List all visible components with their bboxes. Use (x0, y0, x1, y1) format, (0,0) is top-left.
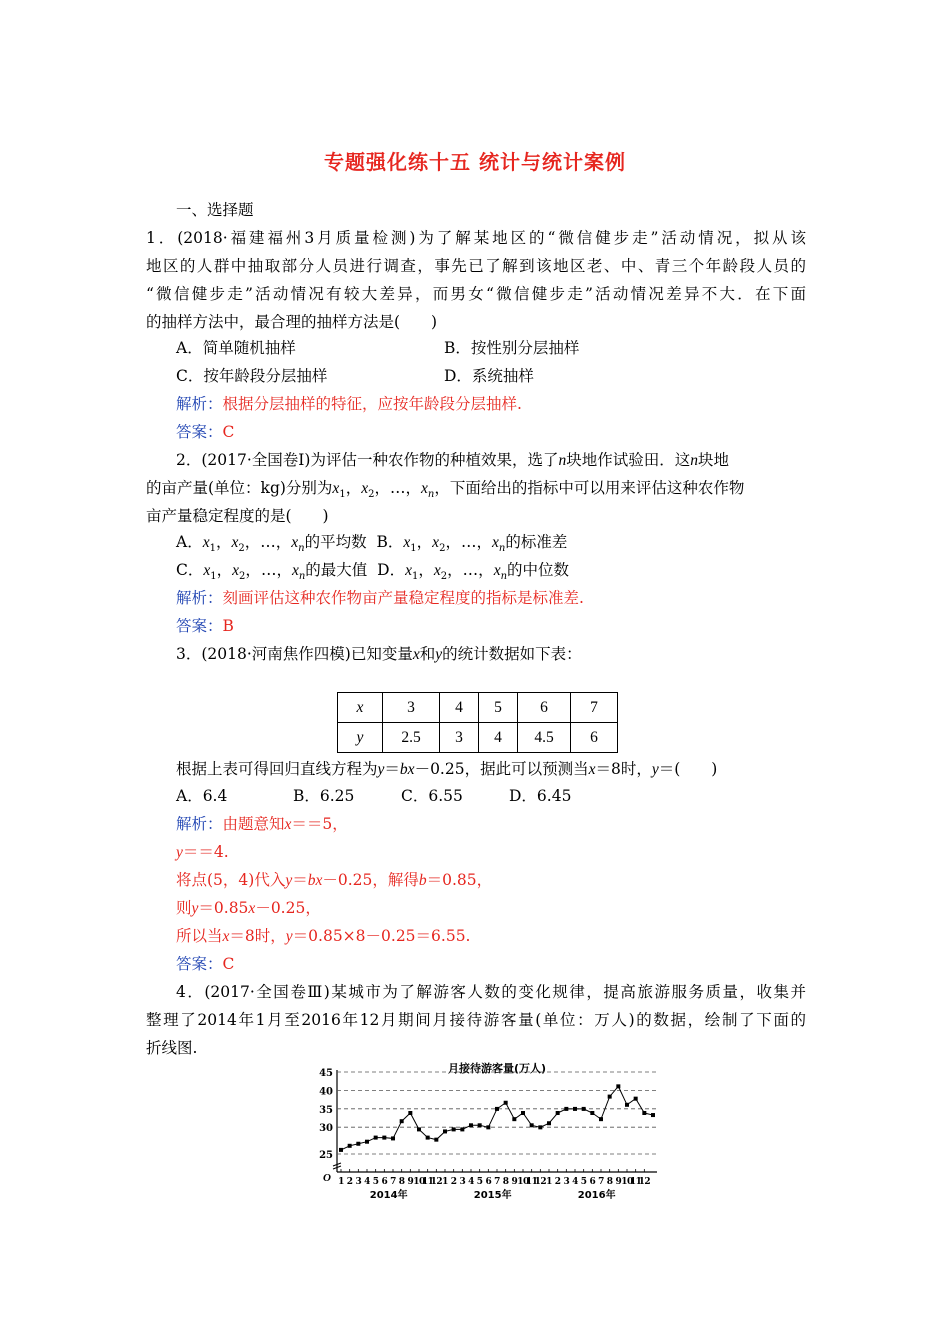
data-point (348, 1144, 352, 1148)
data-point (521, 1111, 525, 1115)
x-tick-label: 12 (638, 1177, 651, 1187)
q3-analysis-5: 所以当x＝8时，y＝0.85×8－0.25＝6.55. (176, 927, 471, 945)
q1-option-c: C．按年龄段分层抽样 (176, 367, 328, 385)
x-tick-label: 7 (598, 1177, 604, 1187)
table-row-x (338, 693, 618, 723)
data-point (599, 1117, 603, 1121)
q3-analysis-3: 将点(5，4)代入y＝bx－0.25，解得b＝0.85， (176, 871, 493, 889)
x-tick-label: 6 (381, 1177, 388, 1187)
table-cell: 3 (383, 693, 440, 723)
x-tick-label: 4 (572, 1177, 578, 1187)
q2-answer: 答案：B (176, 617, 234, 635)
q3-option-b: B．6.25 (293, 787, 355, 805)
x-tick-label: 12 (430, 1177, 443, 1187)
x-tick-label: 9 (615, 1177, 622, 1187)
data-point (339, 1148, 343, 1152)
table-cell: 4.5 (518, 723, 571, 753)
x-tick-label: 10 (413, 1177, 425, 1187)
data-point (391, 1136, 395, 1140)
data-point (408, 1111, 412, 1115)
q3-analysis-4: 则y＝0.85x－0.25， (176, 899, 321, 917)
q1-answer: 答案：C (176, 423, 235, 441)
q4-line3: 折线图. (146, 1039, 198, 1057)
x-tick-label: 11 (421, 1177, 434, 1187)
x-tick-label: 3 (563, 1177, 570, 1187)
year-label: 2014年 (369, 1190, 408, 1201)
data-point (530, 1123, 534, 1127)
x-tick-label: 2 (346, 1177, 353, 1187)
y-tick-label: 45 (319, 1068, 333, 1079)
q1-option-b: B．按性别分层抽样 (444, 339, 580, 357)
x-tick-label: 2 (554, 1177, 561, 1187)
q3-answer: 答案：C (176, 955, 235, 973)
q1-analysis: 解析：根据分层抽样的特征，应按年龄段分层抽样. (176, 395, 522, 413)
x-tick-label: 7 (390, 1177, 396, 1187)
x-tick-label: 11 (629, 1177, 642, 1187)
table-header-x: x (338, 693, 383, 723)
data-point (556, 1111, 560, 1115)
data-point (434, 1138, 438, 1142)
data-point (486, 1125, 490, 1129)
table-cell: 6 (518, 693, 571, 723)
line-chart (310, 1060, 670, 1205)
data-point (426, 1136, 430, 1140)
x-tick-label: 5 (476, 1177, 483, 1187)
x-tick-label: 4 (364, 1177, 370, 1187)
x-tick-label: 5 (580, 1177, 587, 1187)
data-point (452, 1127, 456, 1131)
x-tick-label: 3 (355, 1177, 362, 1187)
table-cell: 4 (440, 693, 479, 723)
data-point (582, 1107, 586, 1111)
data-point (374, 1136, 378, 1140)
data-point (365, 1140, 369, 1144)
y-tick-label: 40 (319, 1086, 333, 1098)
x-tick-label: 9 (407, 1177, 414, 1187)
page-title: 专题强化练十五 统计与统计案例 (324, 150, 626, 174)
data-point (382, 1136, 386, 1140)
q3-option-d: D．6.45 (509, 787, 572, 805)
data-point (417, 1127, 421, 1131)
data-point (608, 1095, 612, 1099)
x-tick-label: 10 (517, 1177, 529, 1187)
q1-line4: 的抽样方法中，最合理的抽样方法是( ) (146, 313, 438, 331)
table-cell: 2.5 (383, 723, 440, 753)
x-tick-label: 2 (450, 1177, 457, 1187)
q2-line2: 的亩产量(单位：kg)分别为$x_1$，$x_2$，…，$x_n$，下面给出的指标中可以用来评估这种农作物 (146, 479, 745, 501)
data-point (400, 1119, 404, 1123)
series-line (341, 1086, 653, 1150)
chart-title: 月接待游客量(万人) (447, 1062, 547, 1075)
table-header-y: y (338, 723, 383, 753)
data-point (625, 1103, 629, 1107)
q4-line1: 4．(2017·全国卷Ⅲ)某城市为了解游客人数的变化规律，提高旅游服务质量，收集并 (176, 983, 806, 1001)
y-tick-label: 35 (319, 1104, 333, 1116)
q1-line2: 地区的人群中抽取部分人员进行调查，事先已了解到该地区老、中、青三个年龄段人员的 (146, 257, 806, 275)
data-point (512, 1117, 516, 1121)
data-point (651, 1113, 655, 1117)
q3-option-c: C．6.55 (401, 787, 463, 805)
q4-line2: 整理了2014年1月至2016年12月期间月接待游客量(单位：万人)的数据，绘制了下面的 (146, 1011, 806, 1029)
q3-option-a: A．6.4 (176, 787, 228, 805)
data-point (642, 1111, 646, 1115)
q2-analysis: 解析：刻画评估这种农作物亩产量稳定程度的指标是标准差. (176, 589, 584, 607)
data-point (547, 1121, 551, 1125)
table-cell: 3 (440, 723, 479, 753)
table-cell: 5 (479, 693, 518, 723)
x-tick-label: 4 (468, 1177, 474, 1187)
x-tick-label: 8 (606, 1177, 613, 1187)
data-point (460, 1127, 464, 1131)
year-label: 2015年 (473, 1190, 512, 1201)
q3-analysis-1: 解析：由题意知x＝＝5， (176, 815, 348, 833)
data-point (356, 1142, 360, 1146)
data-point (634, 1097, 638, 1101)
x-tick-label: 11 (525, 1177, 538, 1187)
table-cell: 4 (479, 723, 518, 753)
q1-line1: 1．(2018·福建福州3月质量检测)为了解某地区的“微信健步走”活动情况，拟从该 (146, 229, 806, 247)
x-tick-label: 3 (459, 1177, 466, 1187)
x-tick-label: 1 (338, 1177, 344, 1187)
q3-line2: 根据上表可得回归直线方程为y＝bx－0.25，据此可以预测当x＝8时，y＝( ) (176, 760, 718, 778)
data-point (495, 1107, 499, 1111)
x-tick-label: 1 (546, 1177, 552, 1187)
q2-line3: 亩产量稳定程度的是( ) (146, 507, 329, 525)
data-table (337, 692, 618, 753)
table-cell: 7 (571, 693, 618, 723)
x-tick-label: 12 (534, 1177, 547, 1187)
q3-analysis-2: y＝＝4. (176, 843, 229, 861)
q1-option-a: A．简单随机抽样 (176, 339, 296, 357)
x-tick-label: 8 (502, 1177, 509, 1187)
x-tick-label: 1 (442, 1177, 448, 1187)
data-point (478, 1123, 482, 1127)
y-tick-label: 25 (319, 1150, 333, 1161)
origin-label: O (323, 1172, 331, 1184)
x-tick-label: 10 (621, 1177, 633, 1187)
data-point (538, 1125, 542, 1129)
q2-line1: 2．(2017·全国卷Ⅰ)为评估一种农作物的种植效果，选了n块地作试验田．这n块地 (176, 451, 729, 469)
x-tick-label: 6 (589, 1177, 596, 1187)
x-tick-label: 6 (485, 1177, 492, 1187)
x-tick-label: 7 (494, 1177, 500, 1187)
q2-option-ab: A．$x_1$，$x_2$，…，$x_n$的平均数 B．$x_1$，$x_2$，…，$x_n$的标准差 (176, 533, 568, 555)
data-point (590, 1111, 594, 1115)
table-row-y (338, 723, 618, 753)
year-label: 2016年 (577, 1190, 616, 1201)
q3-line1: 3．(2018·河南焦作四模)已知变量x和y的统计数据如下表： (176, 645, 582, 663)
x-tick-label: 5 (372, 1177, 379, 1187)
y-tick-label: 30 (319, 1123, 333, 1135)
data-point (443, 1129, 447, 1133)
data-point (504, 1101, 508, 1105)
data-point (469, 1123, 473, 1127)
section-heading: 一、选择题 (176, 201, 254, 219)
x-tick-label: 8 (398, 1177, 405, 1187)
q1-line3: “微信健步走”活动情况有较大差异，而男女“微信健步走”活动情况差异不大．在下面 (146, 285, 806, 303)
q2-option-cd: C．$x_1$，$x_2$，…，$x_n$的最大值 D．$x_1$，$x_2$，…，$x_n$的中位数 (176, 561, 570, 583)
q1-option-d: D．系统抽样 (444, 367, 534, 385)
data-point (564, 1107, 568, 1111)
x-tick-label: 9 (511, 1177, 518, 1187)
table-cell: 6 (571, 723, 618, 753)
data-point (573, 1107, 577, 1111)
data-point (616, 1084, 620, 1088)
